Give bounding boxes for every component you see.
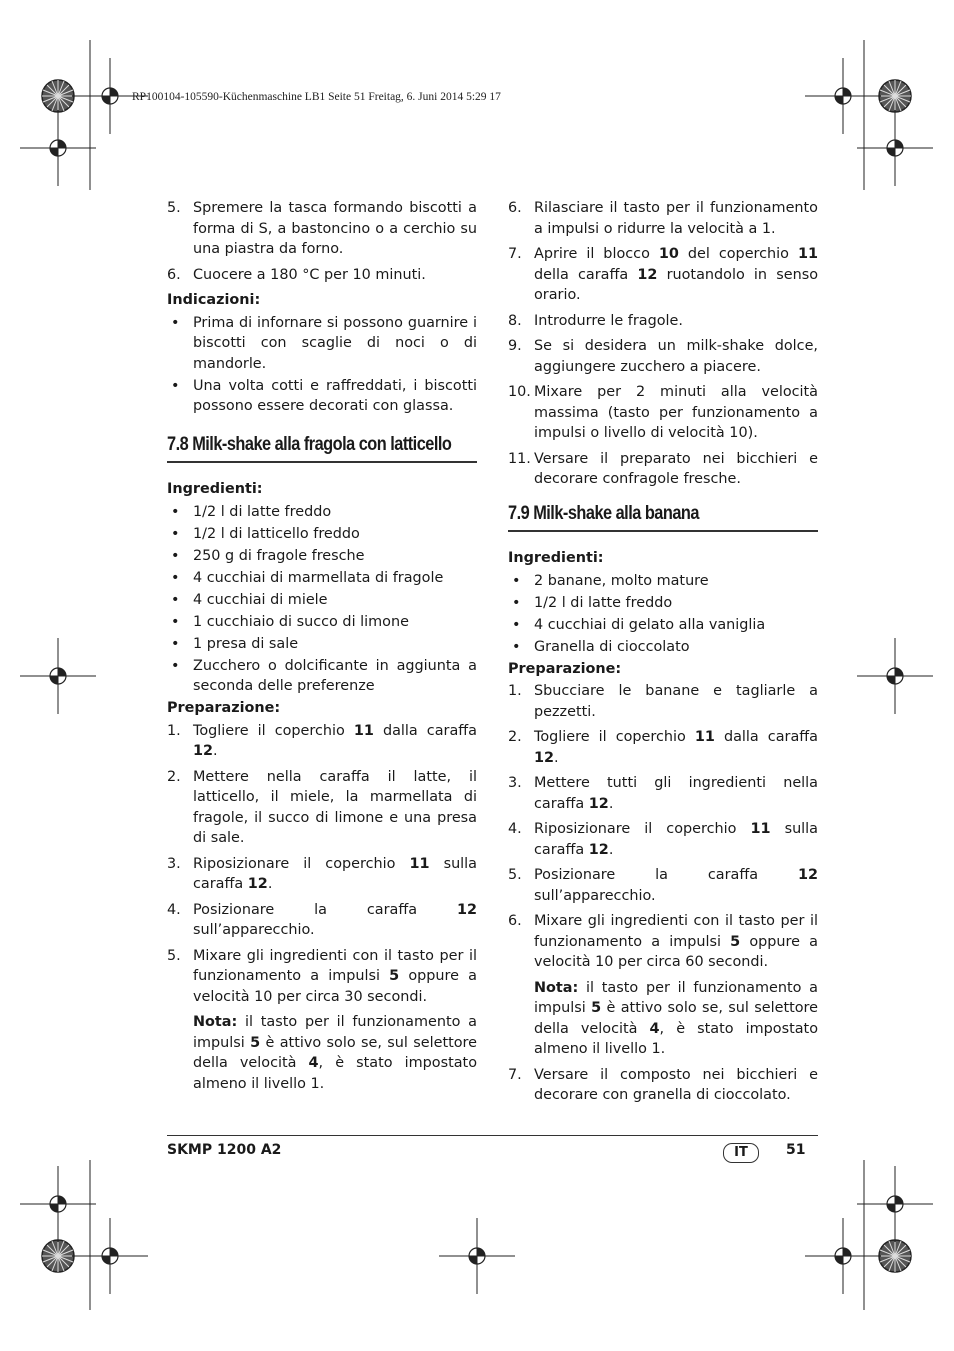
preparation-label: Preparazione: [508, 660, 622, 677]
list-item: 8. Introdurre le fragole. [508, 312, 683, 329]
ingredients-label: Ingredienti: [508, 550, 604, 566]
preparation-label: Preparazione: [167, 700, 281, 716]
bullet-icon: • [171, 503, 180, 520]
list-item: 5. Posizionare la caraffa 12 sull’apparecchio. [508, 867, 818, 904]
list-item: • 4 cucchiai di gelato alla vaniglia [508, 615, 818, 636]
bullet-icon: • [512, 638, 521, 655]
right-column [508, 198, 818, 1111]
list-item: • 2 banane, molto mature [508, 571, 818, 592]
note-paragraph: Nota: il tasto per il funzionamento a impulsi 5 è attivo solo se, sul selettore della velocità 4, è stato impostato almeno il livello 1. [193, 1014, 478, 1092]
list-item: 1. Sbucciare le banane e tagliarle a pezzetti. [508, 683, 818, 720]
list-item: 2. Togliere il coperchio 11 dalla caraffa 12. [508, 729, 818, 766]
bullet-icon: • [171, 591, 180, 608]
list-item: • Prima di infornare si possono guarnire i biscotti con scaglie di noci o di mandorle. [167, 313, 477, 375]
left-column [167, 198, 477, 1099]
list-item: • 1 cucchiaio di succo di limone [167, 612, 477, 633]
list-item: 11. Versare il preparato nei bicchieri e decorare confragole fresche. [508, 450, 818, 487]
bullet-icon: • [512, 594, 521, 611]
list-item: 10. Mixare per 2 minuti alla velocità massima (tasto per funzionamento a impulsi o livello di velocità 10). [508, 384, 818, 441]
list-item: 5. Mixare gli ingredienti con il tasto per il funzionamento a impulsi 5 oppure a velocità 10 per circa 30 secondi. [167, 947, 477, 1005]
list-item: • 1/2 l di latte freddo [508, 593, 818, 614]
list-item: 6. Mixare gli ingredienti con il tasto per il funzionamento a impulsi 5 oppure a velocità 10 per circa 60 secondi. [508, 913, 818, 970]
list-item: • Granella di cioccolato [508, 637, 818, 658]
bullet-icon: • [171, 657, 180, 674]
bullet-icon: • [171, 569, 180, 586]
list-item: • Zucchero o dolcificante in aggiunta a seconda delle preferenze [167, 656, 477, 697]
bullet-icon: • [171, 635, 180, 652]
hints-label: Indicazioni: [167, 292, 261, 308]
page-number: 51 [786, 1142, 806, 1158]
list-item: 3. Mettere tutti gli ingredienti nella caraffa 12. [508, 775, 818, 812]
print-header: RP100104-105590-Küchenmaschine LB1 Seite 51 Freitag, 6. Juni 2014 5:29 17 [132, 91, 501, 103]
ingredients-label: Ingredienti: [167, 481, 263, 497]
section-heading-7-9: 7.9 Milk-shake alla banana [508, 504, 818, 533]
bullet-icon: • [512, 572, 521, 589]
list-item: • 1/2 l di latticello freddo [167, 524, 477, 545]
list-item: • Una volta cotti e raffreddati, i biscotti possono essere decorati con glassa. [167, 376, 477, 417]
bullet-icon: • [171, 377, 180, 394]
list-item: 6. Rilasciare il tasto per il funzionamento a impulsi o ridurre la velocità a 1. [508, 200, 818, 237]
list-item: 1. Togliere il coperchio 11 dalla caraffa 12. [167, 722, 477, 759]
list-item: 7. Aprire il blocco 10 del coperchio 11 della caraffa 12 ruotandolo in senso orario. [508, 246, 819, 303]
bullet-icon: • [171, 547, 180, 564]
note-paragraph: Nota: il tasto per il funzionamento a impulsi 5 è attivo solo se, sul selettore della velocità 4, è stato impostato almeno il livello 1. [534, 979, 819, 1057]
list-item: • 1/2 l di latte freddo [167, 502, 477, 523]
footer-model: SKMP 1200 A2 [167, 1142, 282, 1158]
list-item: • 250 g di fragole fresche [167, 546, 477, 567]
list-item: • 4 cucchiai di miele [167, 590, 477, 611]
section-heading-7-8: 7.8 Milk-shake alla fragola con latticello [167, 435, 477, 464]
bullet-icon: • [171, 314, 180, 331]
list-item: • 4 cucchiai di marmellata di fragole [167, 568, 477, 589]
bullet-icon: • [171, 613, 180, 630]
bullet-icon: • [171, 525, 180, 542]
language-badge: IT [723, 1143, 759, 1163]
list-item: 6. Cuocere a 180 °C per 10 minuti. [167, 266, 426, 283]
footer-divider [167, 1135, 818, 1136]
list-item: 3. Riposizionare il coperchio 11 sulla caraffa 12. [167, 855, 477, 892]
list-item: • 1 presa di sale [167, 634, 477, 655]
list-item: 7. Versare il composto nei bicchieri e decorare con granella di cioccolato. [508, 1066, 818, 1103]
list-item: 2. Mettere nella caraffa il latte, il latticello, il miele, la marmellata di fragole, il succo di limone e una presa di sale. [167, 768, 477, 846]
list-item: 9. Se si desidera un milk-shake dolce, aggiungere zucchero a piacere. [508, 338, 818, 375]
list-item: 4. Riposizionare il coperchio 11 sulla caraffa 12. [508, 821, 818, 858]
list-item: 5. Spremere la tasca formando biscotti a forma di S, a bastoncino o a cerchio su una piastra da forno. [167, 200, 477, 257]
list-item: 4. Posizionare la caraffa 12 sull’apparecchio. [167, 901, 477, 938]
bullet-icon: • [512, 616, 521, 633]
